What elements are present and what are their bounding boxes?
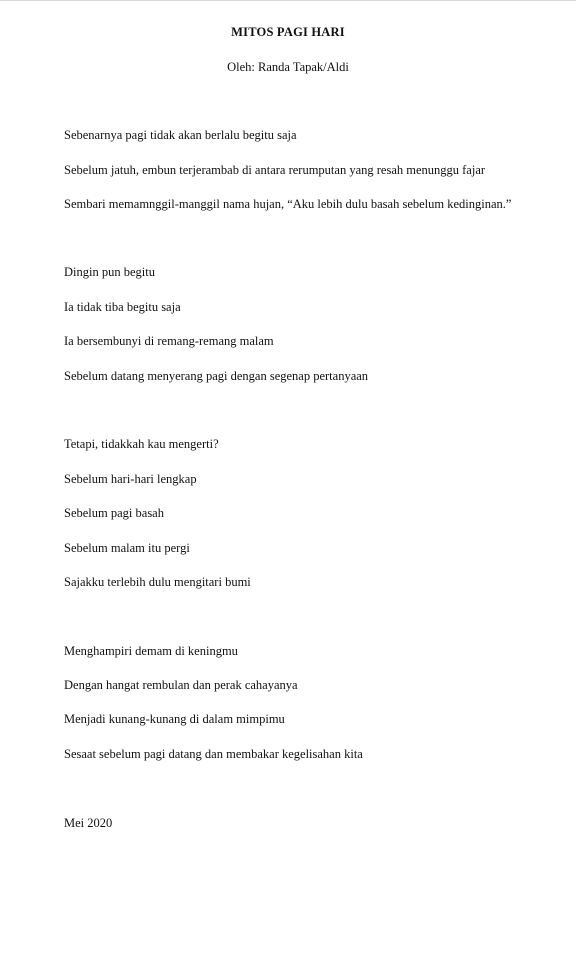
poem-title: MITOS PAGI HARI	[231, 25, 345, 39]
poem-line: Sembari memamnggil-manggil nama hujan, “Aku lebih dulu basah sebelum kedinginan.”	[64, 197, 512, 211]
poem-line: Sebenarnya pagi tidak akan berlalu begitu saja	[64, 128, 297, 142]
poem-line: Sebelum hari-hari lengkap	[64, 472, 197, 486]
poem-line: Sebelum malam itu pergi	[64, 541, 190, 555]
poem-line: Sebelum pagi basah	[64, 506, 164, 520]
poem-line: Ia bersembunyi di remang-remang malam	[64, 334, 274, 348]
poem-line: Sajakku terlebih dulu mengitari bumi	[64, 575, 251, 589]
poem-date: Mei 2020	[64, 816, 113, 830]
poem-line: Sebelum datang menyerang pagi dengan segenap pertanyaan	[64, 369, 369, 383]
poem-line: Sebelum jatuh, embun terjerambab di antara rerumputan yang resah menunggu fajar	[64, 163, 486, 177]
poem-line: Dengan hangat rembulan dan perak cahayanya	[64, 678, 298, 692]
poem-line: Menghampiri demam di keningmu	[64, 644, 238, 658]
poem-line: Menjadi kunang-kunang di dalam mimpimu	[64, 712, 285, 726]
poem-line: Ia tidak tiba begitu saja	[64, 300, 181, 314]
poem-author: Oleh: Randa Tapak/Aldi	[227, 60, 349, 74]
poem-line: Sesaat sebelum pagi datang dan membakar kegelisahan kita	[64, 747, 363, 761]
poem-line: Dingin pun begitu	[64, 265, 155, 279]
poem-line: Tetapi, tidakkah kau mengerti?	[64, 437, 219, 451]
